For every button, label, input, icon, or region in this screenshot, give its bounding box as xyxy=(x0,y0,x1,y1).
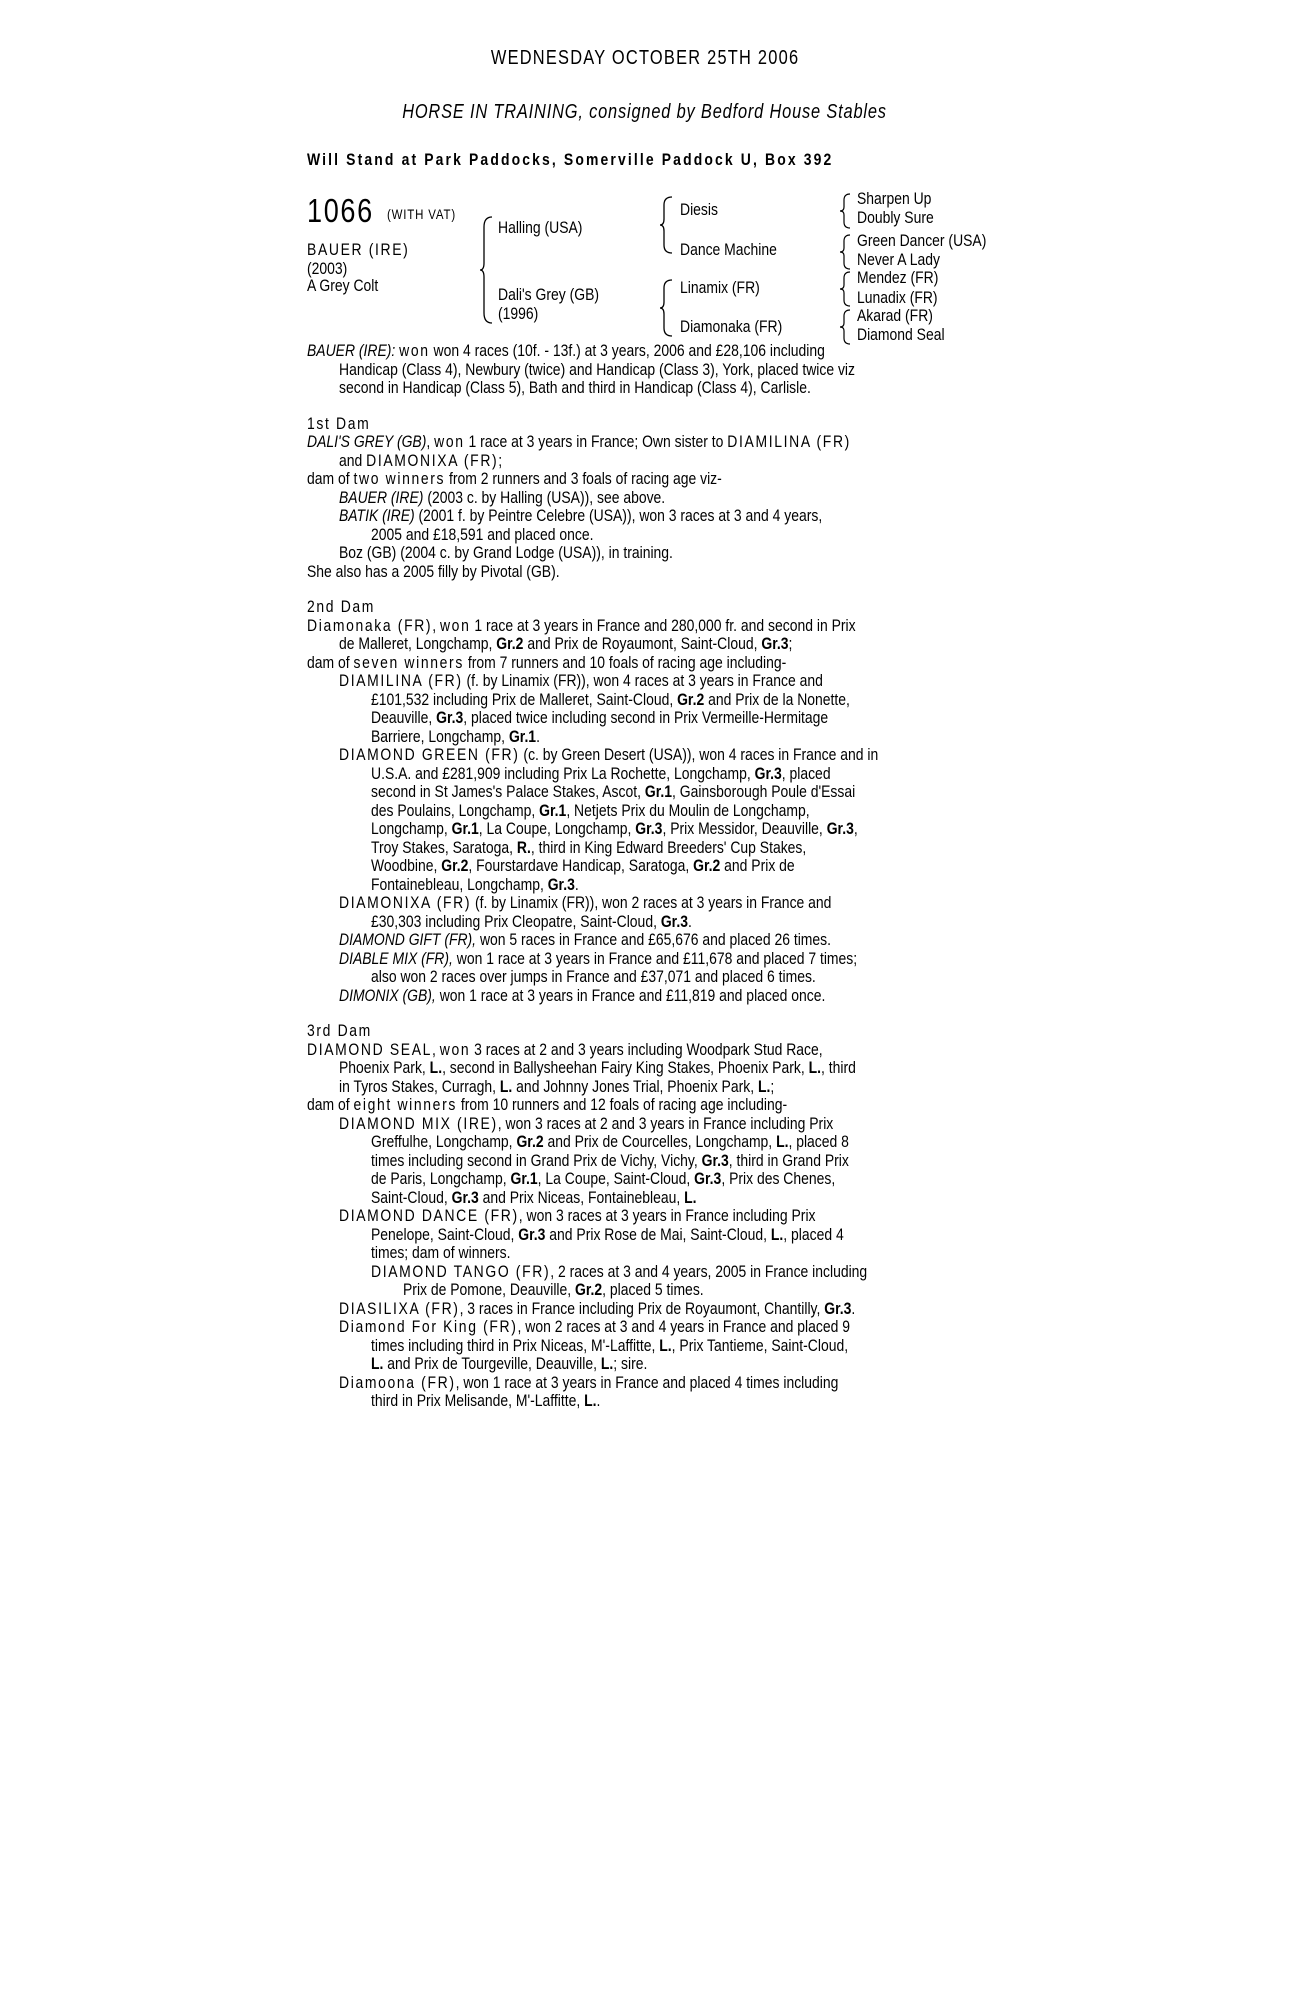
pedigree-g2: Doubly Sure xyxy=(857,208,934,227)
pedigree-brace-g4 xyxy=(840,309,852,345)
pedigree-brace-main xyxy=(480,215,494,325)
lot-number: 1066 xyxy=(307,192,374,229)
pedigree-brace-dam xyxy=(660,278,674,338)
third-dam-heading: 3rd Dam xyxy=(307,1021,372,1040)
pedigree-g6: Lunadix (FR) xyxy=(857,288,938,307)
second-dam-section: 2nd Dam Diamonaka (FR), won 1 race at 3 years in France and 280,000 fr. and second in Prix de Malleret, Longchamp, Gr.2 and Prix de Royaumont, Saint-Cloud, Gr.3; dam of seven winners from 7 runners and 10 foals of racing age including- DIAMILINA (FR) (f. by Linamix (FR)), won 4 races at 3 years in France and £101,532 including Prix de Malleret, Saint-Cloud, Gr.2 and Prix de la Nonette, Deauville, Gr.3, placed twice including second in Prix Vermeille-Hermitage Barriere, Longchamp, Gr.1. DIAMOND GREEN (FR) (c. by Green Desert (USA)), won 4 races in France and in U.S.A. and £281,909 including Prix La Rochette, Longchamp, Gr.3, placed second in St James's Palace Stakes, Ascot, Gr.1, Gainsborough Poule d'Essai des Poulains, Longchamp, Gr.1, Netjets Prix du Moulin de Longchamp, Longchamp, Gr.1, La Coupe, Longchamp, Gr.3, Prix Messidor, Deauville, Gr.3, Troy Stakes, Saratoga, R., third in King Edward Breeders' Cup Stakes, Woodbine, Gr.2, Fourstardave Handicap, Saratoga, Gr.2 and Prix de Fontainebleau, Longchamp, Gr.3. DIAMONIXA (FR) (f. by Linamix (FR)), won 2 races at 3 years in France and £30,303 including Prix Cleopatre, Saint-Cloud, Gr.3. DIAMOND GIFT (FR), won 5 races in France and £65,676 and placed 26 times. DIABLE MIX (FR), won 1 race at 3 years in France and £11,678 and placed 7 times; also won 2 races over jumps in France and £37,071 and placed 6 times. DIMONIX (GB), won 1 race at 3 years in France and £11,819 and placed once. xyxy=(307,597,879,1005)
first-dam-section: 1st Dam DALI'S GREY (GB), won 1 race at 3 years in France; Own sister to DIAMILINA (FR) and DIAMONIXA (FR); dam of two winners from 2 runners and 3 foals of racing age viz- BAUER (IRE) (2003 c. by Halling (USA)), see above. BATIK (IRE) (2001 f. by Peintre Celebre (USA)), won 3 races at 3 and 4 years, 2005 and £18,591 and placed once. Boz (GB) (2004 c. by Grand Lodge (USA)), in training. She also has a 2005 filly by Pivotal (GB). xyxy=(307,413,851,581)
pedigree-brace-g3 xyxy=(840,271,852,307)
horse-description: A Grey Colt xyxy=(307,276,379,295)
pedigree-g3: Green Dancer (USA) xyxy=(857,231,987,250)
third-dam-section: 3rd Dam DIAMOND SEAL, won 3 races at 2 and 3 years including Woodpark Stud Race, Phoenix Park, L., second in Ballysheehan Fairy King Stakes, Phoenix Park, L., third in Tyros Stakes, Curragh, L. and Johnny Jones Trial, Phoenix Park, L.; dam of eight winners from 10 runners and 12 foals of racing age including- DIAMOND MIX (IRE), won 3 races at 2 and 3 years in France including Prix Greffulhe, Longchamp, Gr.2 and Prix de Courcelles, Longchamp, L., placed 8 times including second in Grand Prix de Vichy, Vichy, Gr.3, third in Grand Prix de Paris, Longchamp, Gr.1, La Coupe, Saint-Cloud, Gr.3, Prix des Chenes, Saint-Cloud, Gr.3 and Prix Niceas, Fontainebleau, L. DIAMOND DANCE (FR), won 3 races at 3 years in France including Prix Penelope, Saint-Cloud, Gr.3 and Prix Rose de Mai, Saint-Cloud, L., placed 4 times; dam of winners. DIAMOND TANGO (FR), 2 races at 3 and 4 years, 2005 in France including Prix de Pomone, Deauville, Gr.2, placed 5 times. DIASILIXA (FR), 3 races in France including Prix de Royaumont, Chantilly, Gr.3. Diamond For King (FR), won 2 races at 3 and 4 years in France and placed 9 times including third in Prix Niceas, M'-Laffitte, L., Prix Tantieme, Saint-Cloud, L. and Prix de Tourgeville, Deauville, L.; sire. Diamoona (FR), won 1 race at 3 years in France and placed 4 times including third in Prix Melisande, M'-Laffitte, L.. xyxy=(307,1021,868,1410)
consignment-title: HORSE IN TRAINING, consigned by Bedford House Stables xyxy=(402,101,888,123)
sale-date: WEDNESDAY OCTOBER 25TH 2006 xyxy=(490,47,800,69)
pedigree-dam: Dali's Grey (GB) xyxy=(498,285,600,304)
lot-vat-note: (WITH VAT) xyxy=(387,206,456,222)
pedigree-sire-sire: Diesis xyxy=(680,200,718,219)
second-dam-heading: 2nd Dam xyxy=(307,597,376,616)
pedigree-sire: Halling (USA) xyxy=(498,218,583,237)
stand-location: Will Stand at Park Paddocks, Somerville Paddock U, Box 392 xyxy=(307,150,834,169)
pedigree-g4: Never A Lady xyxy=(857,250,940,269)
pedigree-brace-sire xyxy=(660,195,674,255)
pedigree-sire-dam: Dance Machine xyxy=(680,240,777,259)
pedigree-dam-sire: Linamix (FR) xyxy=(680,278,760,297)
pedigree-brace-g1 xyxy=(840,193,852,229)
first-dam-heading: 1st Dam xyxy=(307,413,371,433)
horse-name: BAUER (IRE) xyxy=(307,240,410,259)
pedigree-brace-g2 xyxy=(840,234,852,270)
pedigree-g5: Mendez (FR) xyxy=(857,268,939,287)
catalogue-text xyxy=(307,342,967,1411)
horse-summary: BAUER (IRE): won won 4 races (10f. - 13f.) at 3 years, 2006 and £28,106 including Handicap (Class 4), Newbury (twice) and Handicap (Class 3), York, placed twice viz second in Handicap (Class 5), Bath and third in Handicap (Class 4), Carlisle. xyxy=(307,341,855,397)
pedigree-g8: Diamond Seal xyxy=(857,325,945,344)
horse-year: (2003) xyxy=(307,259,348,278)
pedigree-g1: Sharpen Up xyxy=(857,189,932,208)
horse-name-ref: BAUER (IRE): xyxy=(307,341,396,360)
pedigree-dam-dam: Diamonaka (FR) xyxy=(680,317,783,336)
pedigree-g7: Akarad (FR) xyxy=(857,306,933,325)
pedigree-dam-year: (1996) xyxy=(498,304,539,323)
